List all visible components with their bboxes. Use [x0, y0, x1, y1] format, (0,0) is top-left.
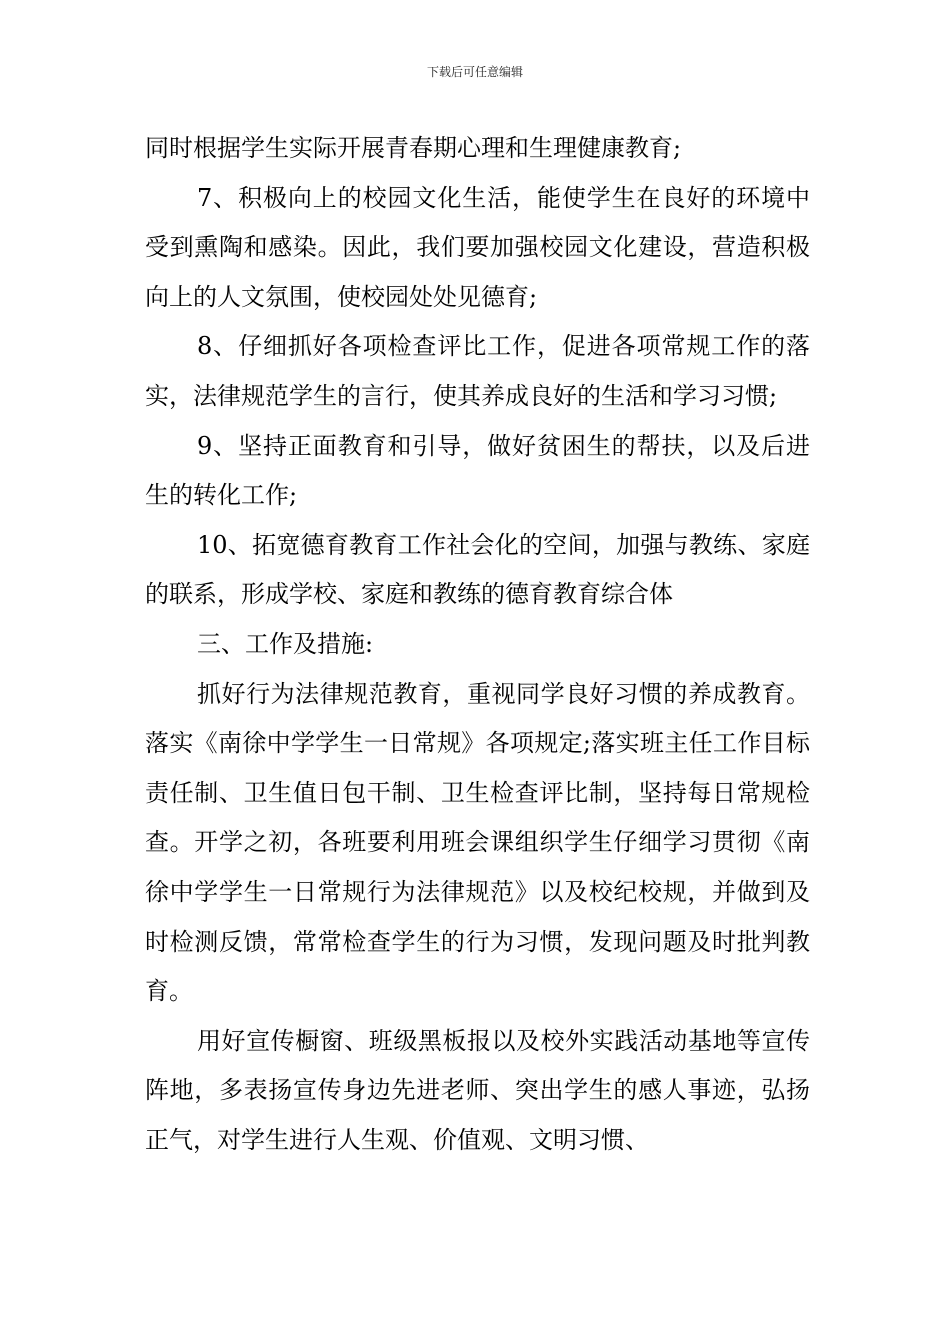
paragraph-item-9: 9、坚持正面教育和引导，做好贫困生的帮扶，以及后进生的转化工作; [145, 431, 810, 510]
paragraph-continuation: 同时根据学生实际开展青春期心理和生理健康教育; [145, 134, 682, 162]
paragraph-item-10: 10、拓宽德育教育工作社会化的空间，加强与教练、家庭的联系，形成学校、家庭和教练的德育教育综合体 [145, 530, 810, 609]
document-body [145, 124, 810, 1165]
paragraph-measures-2: 用好宣传橱窗、班级黑板报以及校外实践活动基地等宣传阵地，多表扬宣传身边先进老师、突出学生的感人事迹，弘扬正气，对学生进行人生观、价值观、文明习惯、 [145, 1026, 810, 1154]
section-heading: 三、工作及措施: [197, 629, 374, 658]
paragraph-item-8: 8、仔细抓好各项检查评比工作，促进各项常规工作的落实，法律规范学生的言行，使其养成良好的生活和学习习惯; [145, 332, 810, 410]
paragraph-item-7: 7、积极向上的校园文化生活，能使学生在良好的环境中受到熏陶和感染。因此，我们要加强校园文化建设，营造积极向上的人文氛围，使校园处处见德育; [145, 183, 810, 311]
paragraph-measures-1: 抓好行为法律规范教育，重视同学良好习惯的养成教育。落实《南徐中学学生一日常规》各项规定;落实班主任工作目标责任制、卫生值日包干制、卫生检查评比制，坚持每日常规检查。开学之初，各班要利用班会课组织学生仔细学习贯彻《南徐中学学生一日常规行为法律规范》以及校纪校规，并做到及时检测反馈，常常检查学生的行为习惯，发现问题及时批判教育。 [145, 679, 810, 1006]
page-header: 下载后可任意编辑 [426, 65, 523, 79]
